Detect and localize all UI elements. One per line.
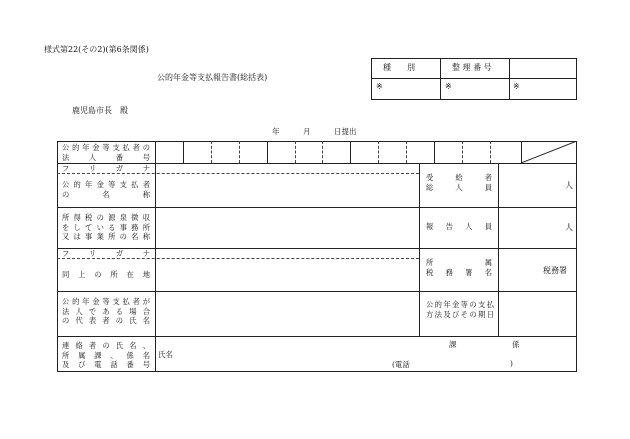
addressee: 鹿児島市長 殿 [72, 106, 128, 115]
label-payment-method: 公的年金等の支払 方法及びその期日 [426, 300, 494, 319]
date-year-label: 年 [272, 127, 280, 136]
reported-unit: 人 [565, 223, 573, 232]
contact-phone-open: (電話 [392, 360, 410, 369]
office-use-mark-2: ※ [445, 82, 452, 91]
contact-unit-label: 係 [512, 340, 520, 349]
representative-input[interactable] [156, 292, 418, 335]
diagonal-slash [521, 141, 577, 163]
label-recipients-total: 受 給 者 総 人 員 [426, 173, 492, 192]
form-number: 様式第22(その2)(第6条関係) [44, 45, 149, 54]
label-tax-office: 所 属 税 務 署 名 [426, 258, 492, 277]
recipients-unit: 人 [565, 181, 573, 190]
label-payer-name: 公的年金等支払者 の 名 称 [62, 180, 150, 199]
tax-office-unit: 税務署 [543, 266, 567, 275]
office-use-mark-1: ※ [376, 82, 383, 91]
label-reported-count: 報 告 人 員 [426, 222, 492, 231]
office-use-ref-label: 整 理 番 号 [452, 63, 492, 72]
payer-name-input[interactable] [156, 174, 418, 206]
form-title: 公的年金等支払報告書(総括表) [157, 73, 268, 82]
payer-furigana-input[interactable] [156, 164, 418, 172]
address-furigana-input[interactable] [156, 249, 418, 257]
label-address: 同 上 の 所 在 地 [62, 270, 150, 279]
office-name-input[interactable] [156, 208, 418, 247]
date-day-label: 日提出 [334, 127, 357, 136]
corporate-number-input[interactable] [156, 142, 182, 162]
address-input[interactable] [156, 259, 418, 290]
label-representative: 公的年金等支払者が 法人である場合 の代表者の氏名 [62, 297, 150, 325]
contact-phone-close: ) [510, 359, 513, 368]
date-month-label: 月 [303, 127, 311, 136]
label-furigana-2: フ リ ガ ナ [62, 249, 150, 258]
office-use-mark-3: ※ [513, 82, 520, 91]
label-contact: 連絡者の氏名、 所属課、係名 及び電話番号 [62, 341, 150, 369]
contact-name-label: 氏名 [158, 350, 173, 359]
label-office-name: 所得税の源泉徴収 をしている事務所 又は事業所の名称 [62, 213, 150, 241]
label-corporate-number: 公的年金等支払者の 法 人 番 号 [62, 143, 150, 162]
label-furigana-1: フ リ ガ ナ [62, 164, 150, 173]
office-use-type-label: 種 別 [383, 63, 415, 72]
contact-section-label: 課 [449, 340, 457, 349]
